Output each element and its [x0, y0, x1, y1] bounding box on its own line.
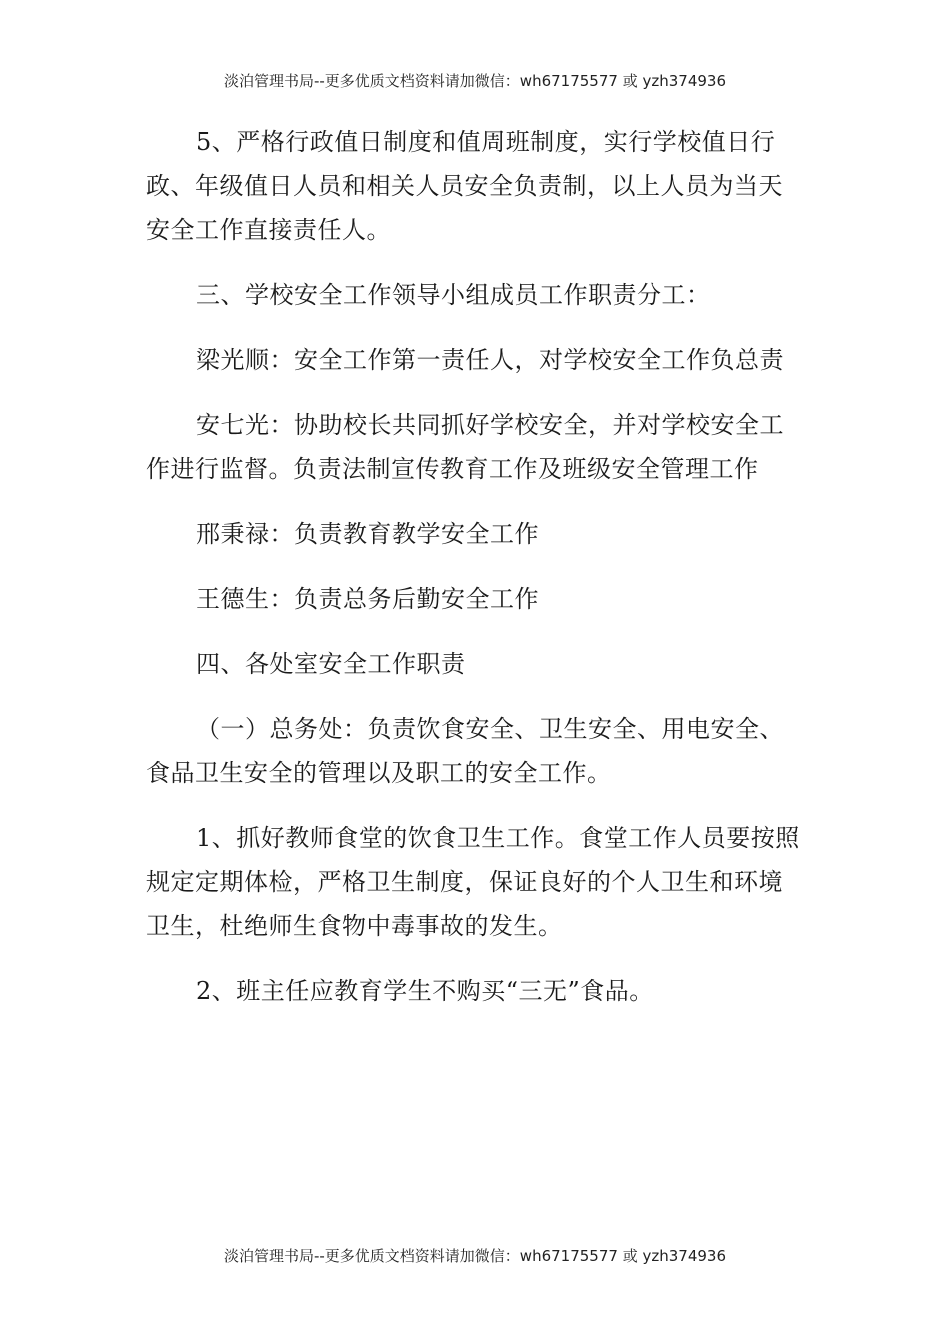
document-body [146, 120, 806, 1034]
paragraph-an-qiguang: 安七光：协助校长共同抓好学校安全，并对学校安全工作进行监督。负责法制宣传教育工作及班级安全管理工作 [146, 411, 784, 483]
page-header: 淡泊管理书局--更多优质文档资料请加微信：wh67175577 或 yzh374936 [223, 72, 726, 90]
paragraph-wang-desheng: 王德生：负责总务后勤安全工作 [196, 585, 539, 613]
paragraph-liang-guangshun: 梁光顺：安全工作第一责任人，对学校安全工作负总责 [196, 346, 784, 374]
page-footer: 淡泊管理书局--更多优质文档资料请加微信：wh67175577 或 yzh374936 [223, 1247, 726, 1265]
paragraph-canteen-hygiene: 1、抓好教师食堂的饮食卫生工作。食堂工作人员要按照规定定期体检，严格卫生制度，保证良好的个人卫生和环境卫生，杜绝师生食物中毒事故的发生。 [146, 824, 800, 940]
paragraph-duty-system: 5、严格行政值日制度和值周班制度，实行学校值日行政、年级值日人员和相关人员安全负责制，以上人员为当天安全工作直接责任人。 [146, 128, 783, 244]
paragraph-general-affairs: （一）总务处：负责饮食安全、卫生安全、用电安全、食品卫生安全的管理以及职工的安全工作。 [146, 715, 784, 787]
section-heading-office-duties: 四、各处室安全工作职责 [196, 650, 466, 678]
section-heading-leadership-duties: 三、学校安全工作领导小组成员工作职责分工： [196, 281, 711, 309]
paragraph-three-no-food: 2、班主任应教育学生不购买“三无”食品。 [196, 977, 654, 1005]
paragraph-xing-binglu: 邢秉禄：负责教育教学安全工作 [196, 520, 539, 548]
